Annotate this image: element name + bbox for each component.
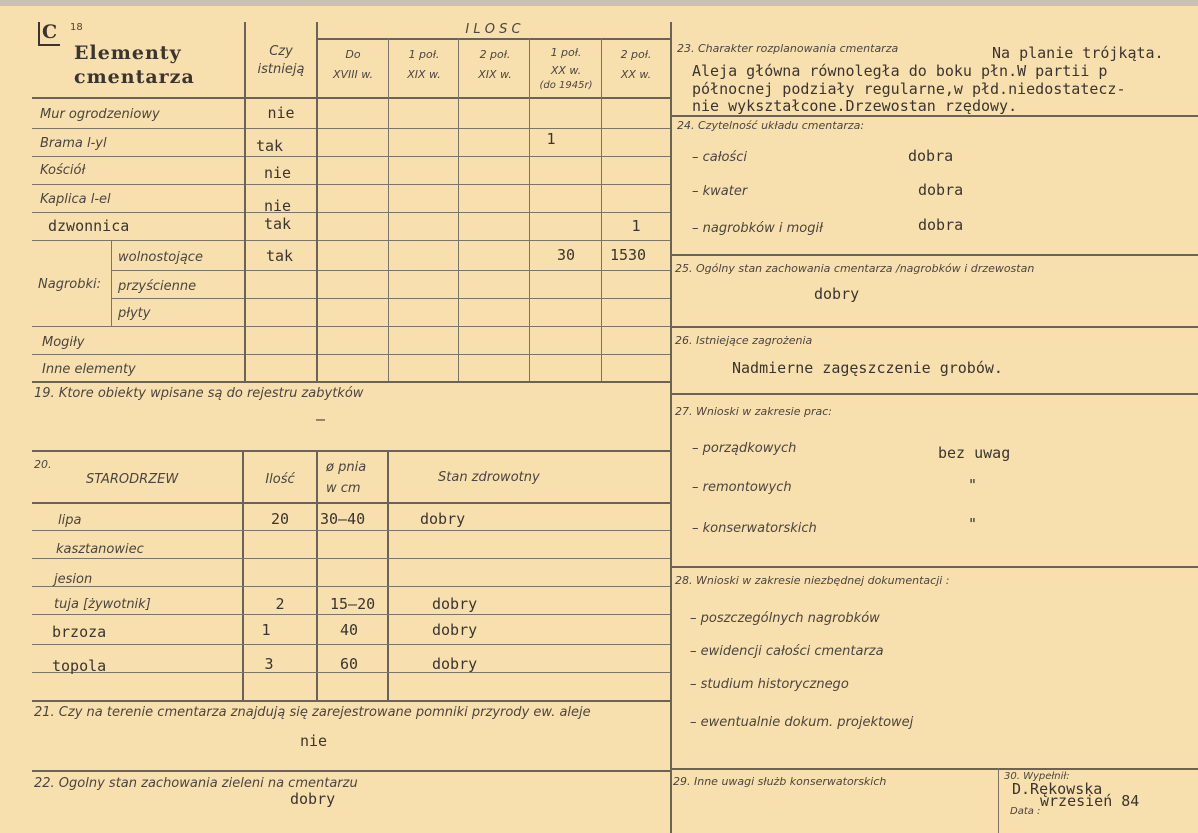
tree-name: jesion <box>54 572 93 587</box>
grid-line <box>458 38 459 381</box>
grid-line <box>32 450 670 452</box>
data-label: Data : <box>1010 806 1041 817</box>
card-number: 18 <box>70 22 83 33</box>
data-value: wrzesień 84 <box>1040 792 1140 810</box>
tree-pnia: 15–20 <box>330 595 376 613</box>
q28-label: 28. Wnioski w zakresie niezbędnej dokumentacji : <box>675 574 950 587</box>
col2-a: 1 poł. <box>408 48 440 61</box>
tree-ilosc: 3 <box>264 655 274 673</box>
q28-item: – studium historycznego <box>690 677 849 692</box>
grid-line <box>32 644 670 645</box>
row-label-brama: Brama l-yl <box>40 136 107 151</box>
tree-name: lipa <box>58 513 82 528</box>
grid-line <box>529 38 530 381</box>
q21-answer: nie <box>300 732 328 750</box>
grid-line <box>32 558 670 559</box>
grid-line <box>316 450 318 700</box>
q29-label: 29. Inne uwagi służb konserwatorskich <box>673 775 887 788</box>
starodrzew-head: STARODRZEW <box>86 472 179 487</box>
q28-item: – poszczególnych nagrobków <box>690 611 880 626</box>
grid-line <box>670 566 1198 568</box>
grid-line <box>32 326 670 327</box>
row-label-kosciol: Kościół <box>40 163 86 178</box>
row-label-kaplica: Kaplica l-el <box>40 192 111 207</box>
q30-name: D.Rękowska <box>1012 780 1103 798</box>
q27-item-label: – konserwatorskich <box>692 521 817 536</box>
q28-item: – ewidencji całości cmentarza <box>690 644 884 659</box>
q25-answer: dobry <box>814 285 860 303</box>
q26-label: 26. Istniejące zagrożenia <box>675 334 813 347</box>
stan-head: Stan zdrowotny <box>438 470 540 485</box>
q27-item-value: " <box>968 476 978 494</box>
grid-line <box>32 128 670 129</box>
q23-answer-4: nie wykształcone.Drzewostan rzędowy. <box>692 97 1018 115</box>
nagrobki-label: Nagrobki: <box>38 277 102 292</box>
grid-line <box>32 700 670 702</box>
col4-a: 1 poł. <box>550 46 582 59</box>
grid-line <box>998 768 999 833</box>
tree-ilosc: 20 <box>270 510 290 528</box>
row-val-brama: 1 <box>546 130 556 148</box>
q22-label: 22. Ogolny stan zachowania zieleni na cmentarzu <box>34 776 358 791</box>
nagrobki-wolno-czy: tak <box>266 247 294 265</box>
row-label-dzwonnica: dzwonnica <box>48 217 130 235</box>
q24-item-value: dobra <box>908 147 954 165</box>
tree-stan: dobry <box>432 621 478 639</box>
tree-name: brzoza <box>52 623 107 641</box>
mogily-label: Mogiły <box>42 335 85 350</box>
q27-item-value: " <box>968 515 978 533</box>
q24-item-label: – nagrobków i mogił <box>692 221 823 236</box>
tree-name: topola <box>52 657 107 675</box>
grid-line <box>111 240 112 326</box>
col5-a: 2 poł. <box>620 48 652 61</box>
ilosc-head: Ilość <box>265 472 295 487</box>
q27-item-value: bez uwag <box>938 444 1011 462</box>
q27-item-label: – remontowych <box>692 480 792 495</box>
nagrobki-plyty-label: płyty <box>118 306 151 321</box>
row-czy-dzwonnica: tak <box>264 215 292 233</box>
center-divider <box>670 22 672 833</box>
q21-label: 21. Czy na terenie cmentarza znajdują się zarejestrowane pomniki przyrody ew. aleje <box>34 705 591 720</box>
grid-line <box>32 586 670 587</box>
tree-stan: dobry <box>432 655 478 673</box>
grid-line <box>32 770 670 772</box>
q22-answer: dobry <box>290 790 336 808</box>
card-letter: C <box>38 22 60 46</box>
grid-line <box>387 450 389 700</box>
grid-line <box>670 393 1198 395</box>
col-czy-1: Czy <box>269 44 293 59</box>
row-val-dzwonnica: 1 <box>631 217 641 235</box>
inne-label: Inne elementy <box>42 362 136 377</box>
grid-line <box>32 240 670 241</box>
title-line2: cmentarza <box>74 66 195 88</box>
grid-line <box>32 381 670 383</box>
tree-pnia: 40 <box>340 621 359 639</box>
q30-label: 30. Wypełnił: <box>1004 771 1070 782</box>
col4-c: (do 1945r) <box>539 80 593 91</box>
grid-line <box>32 502 670 504</box>
grid-line <box>112 298 670 299</box>
col2-b: XIX w. <box>407 68 441 81</box>
row-czy-kosciol: nie <box>264 164 292 182</box>
tree-pnia: 30–40 <box>320 510 366 528</box>
grid-line <box>601 38 602 381</box>
q26-answer: Nadmierne zagęszczenie grobów. <box>732 359 1003 377</box>
nagrobki-wolno-label: wolnostojące <box>118 250 203 265</box>
tree-name: kasztanowiec <box>56 542 144 557</box>
grid-line <box>32 530 670 531</box>
q28-item: – ewentualnie dokum. projektowej <box>690 715 914 730</box>
grid-line <box>32 212 670 213</box>
grid-line <box>32 614 670 615</box>
row-czy-brama: tak <box>256 137 284 155</box>
grid-line <box>32 156 670 157</box>
q23-answer-3: północnej podziały regularne,w płd.niedostatecz- <box>692 80 1126 98</box>
q24-label: 24. Czytelność układu cmentarza: <box>677 119 865 132</box>
q23-answer-2: Aleja główna równoległa do boku płn.W partii p <box>692 62 1108 80</box>
tree-ilosc: 1 <box>261 621 271 639</box>
col3-a: 2 poł. <box>479 48 511 61</box>
nagrobki-przysc-label: przyścienne <box>118 279 197 294</box>
grid-line <box>318 38 670 40</box>
col3-b: XIX w. <box>478 68 512 81</box>
tree-pnia: 60 <box>340 655 359 673</box>
tree-ilosc: 2 <box>275 595 285 613</box>
grid-line <box>32 184 670 185</box>
card-top-edge <box>0 0 1198 6</box>
tree-stan: dobry <box>420 510 466 528</box>
q20-label: 20. <box>34 458 52 471</box>
q19-answer: – <box>316 410 326 428</box>
grid-line <box>316 22 318 381</box>
q23-answer-1: Na planie trójkąta. <box>992 44 1164 62</box>
row-czy-kaplica: nie <box>264 197 292 215</box>
q24-item-value: dobra <box>918 216 964 234</box>
tree-name: tuja [żywotnik] <box>54 597 151 612</box>
col5-b: XX w. <box>620 68 652 81</box>
pnia-head-1: ø pnia <box>326 460 367 475</box>
q25-label: 25. Ogólny stan zachowania cmentarza /nagrobków i drzewostan <box>675 262 1035 275</box>
nagrobki-wolno-v4: 30 <box>556 246 576 264</box>
q27-item-label: – porządkowych <box>692 441 797 456</box>
q19-label: 19. Ktore obiekty wpisane są do rejestru zabytków <box>34 386 364 401</box>
q24-item-value: dobra <box>918 181 964 199</box>
row-label-mur: Mur ogrodzeniowy <box>40 107 160 122</box>
grid-line <box>112 270 670 271</box>
grid-line <box>388 38 389 381</box>
tree-stan: dobry <box>432 595 478 613</box>
grid-line <box>244 22 246 381</box>
col1-a: Do <box>345 48 361 61</box>
grid-line <box>670 115 1198 117</box>
title-line1: Elementy <box>74 42 182 64</box>
q27-label: 27. Wnioski w zakresie prac: <box>675 405 832 418</box>
q23-label: 23. Charakter rozplanowania cmentarza <box>677 42 899 55</box>
grid-line <box>32 97 670 99</box>
col4-b: XX w. <box>550 64 582 77</box>
row-czy-mur: nie <box>267 104 295 122</box>
grid-line <box>670 768 1198 770</box>
pnia-head-2: w cm <box>326 481 361 496</box>
col-czy-2: istnieją <box>257 62 305 77</box>
q24-item-label: – całości <box>692 150 747 165</box>
nagrobki-wolno-v5: 1530 <box>609 246 647 264</box>
grid-line <box>670 254 1198 256</box>
col1-b: XVIII w. <box>332 68 374 81</box>
grid-line <box>670 326 1198 328</box>
q24-item-label: – kwater <box>692 184 748 199</box>
grid-line <box>32 354 670 355</box>
ilosc-header: I L O S C <box>465 22 521 37</box>
